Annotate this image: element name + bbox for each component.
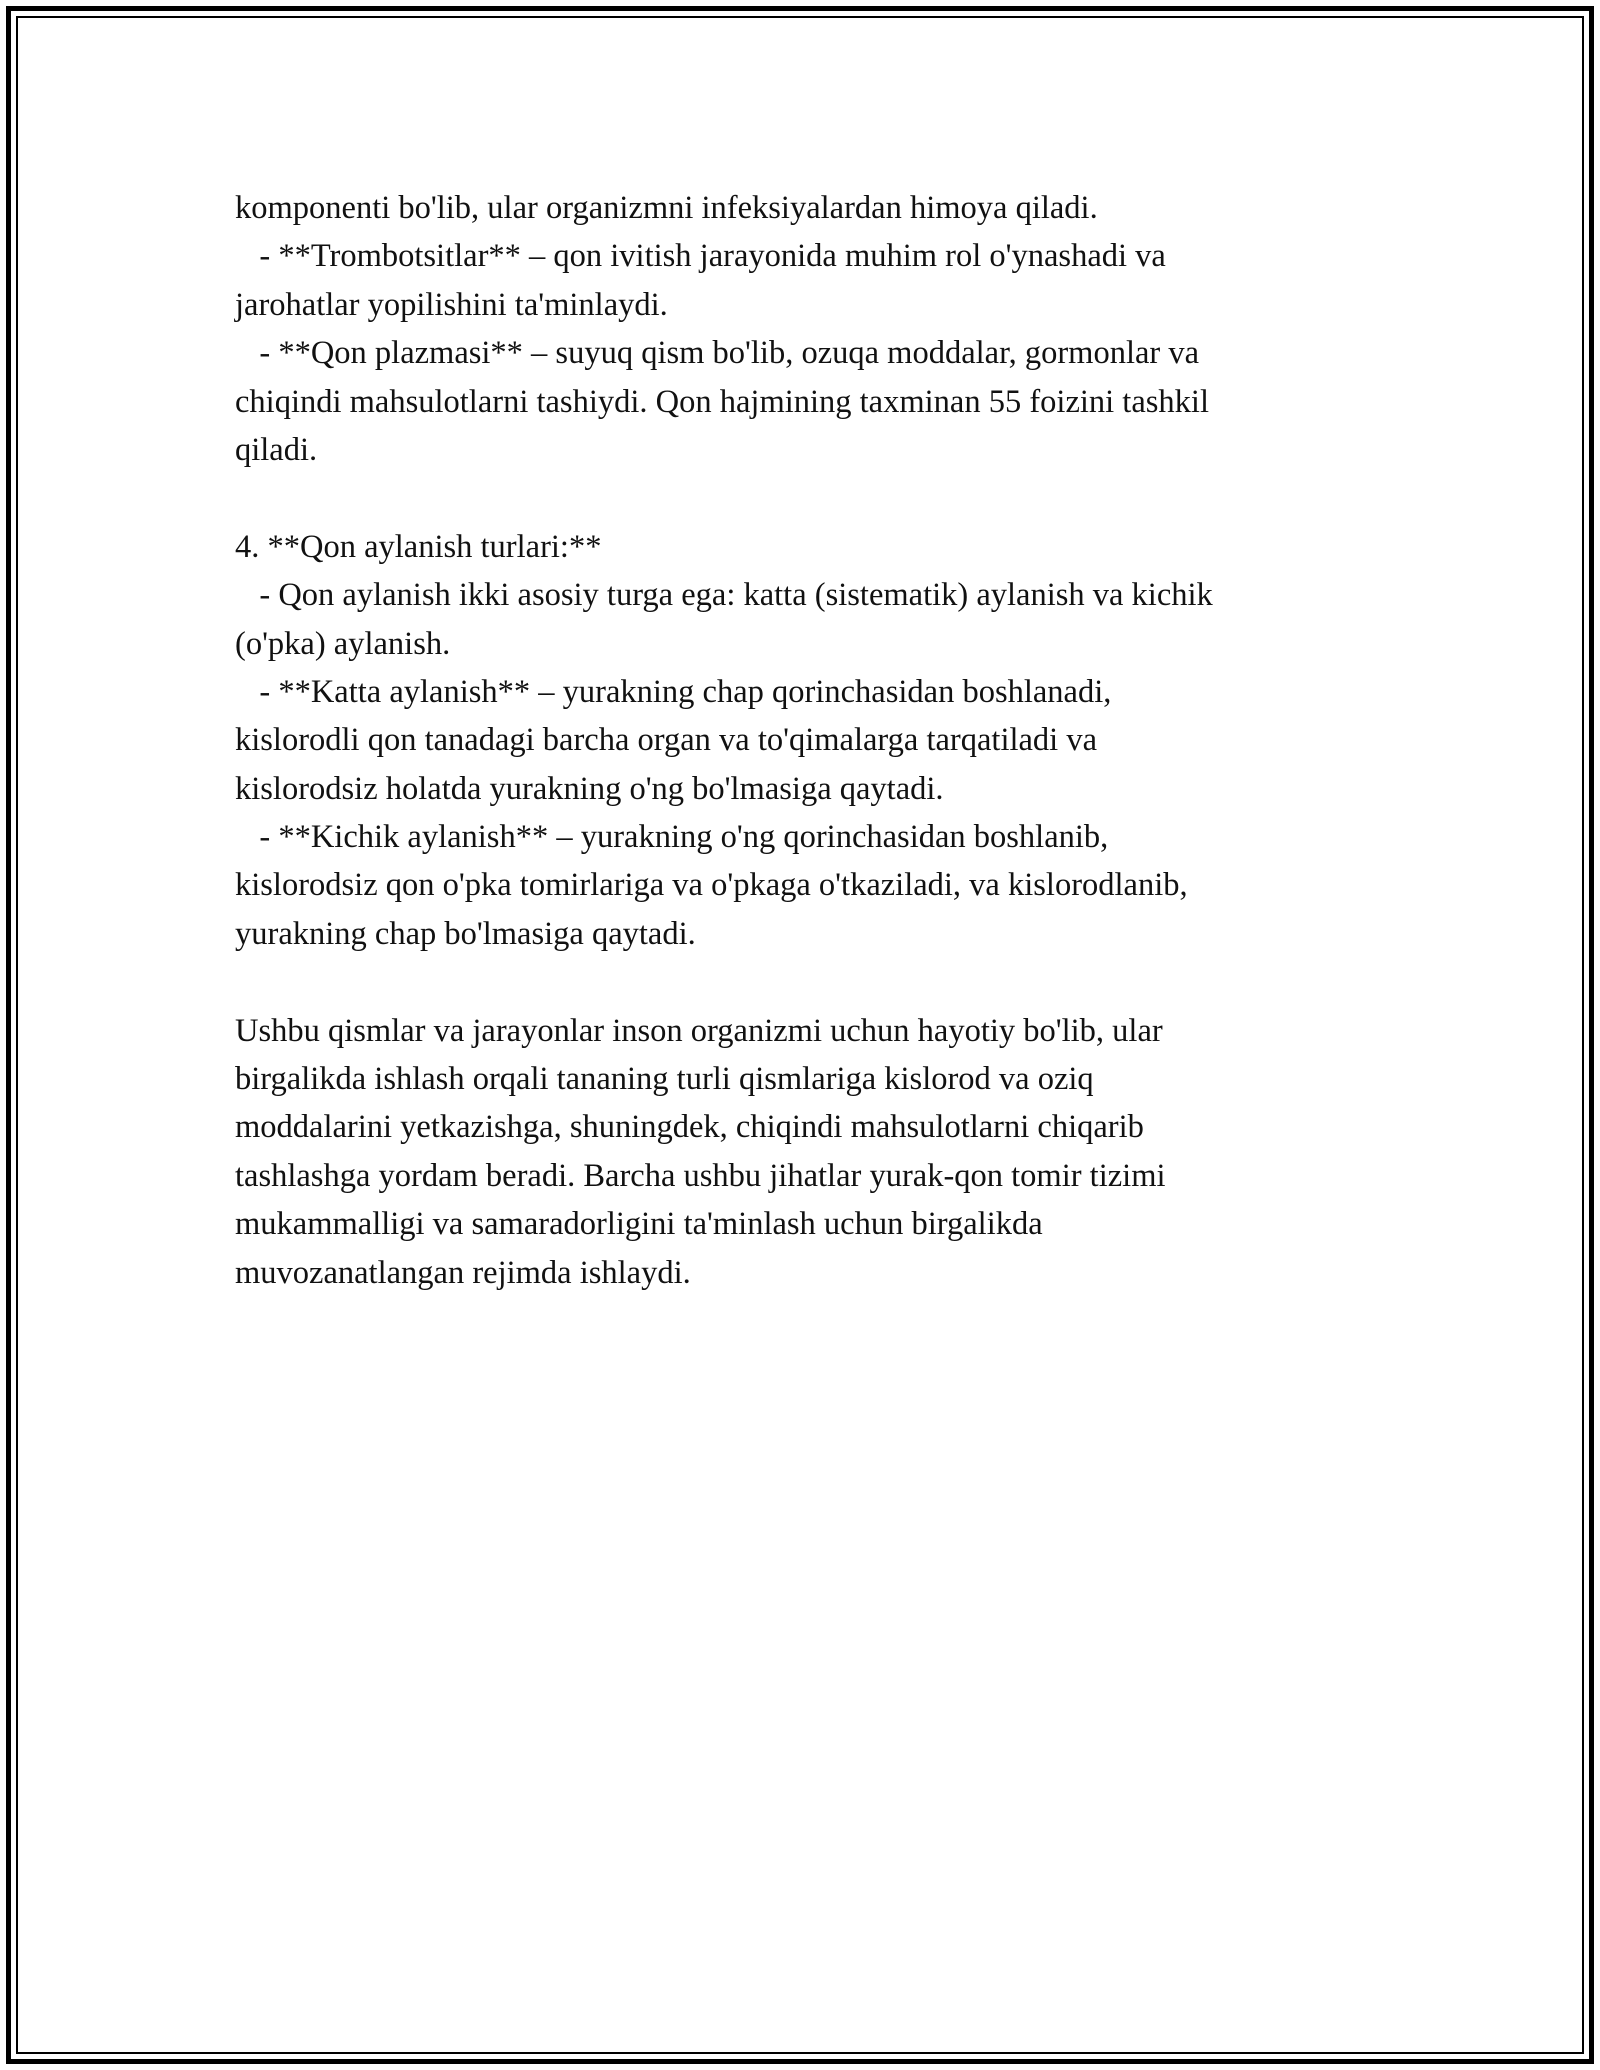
section-heading: 4. **Qon aylanish turlari:**: [235, 528, 602, 565]
text-line: mukammalligi va samaradorligini ta'minlash uchun birgalikda: [235, 1206, 1043, 1243]
text-line: kislorodli qon tanadagi barcha organ va to'qimalarga tarqatiladi va: [235, 722, 1098, 759]
blank-line: [235, 474, 1375, 522]
text-line: birgalikda ishlash orqali tananing turli qismlariga kislorod va oziq: [235, 1061, 1094, 1098]
blank-line: [235, 958, 1375, 1006]
text-line: - **Katta aylanish** – yurakning chap qorinchasidan boshlanadi,: [235, 673, 1112, 710]
text-line: - **Qon plazmasi** – suyuq qism bo'lib, ozuqa moddalar, gormonlar va: [235, 335, 1200, 372]
text-line: jarohatlar yopilishini ta'minlaydi.: [235, 286, 668, 323]
text-line: kislorodsiz holatda yurakning o'ng bo'lmasiga qaytadi.: [235, 770, 944, 807]
text-line: (o'pka) aylanish.: [235, 625, 451, 662]
text-line: komponenti bo'lib, ular organizmni infeksiyalardan himoya qiladi.: [235, 190, 1098, 226]
text-line: tashlashga yordam beradi. Barcha ushbu jihatlar yurak-qon tomir tizimi: [235, 1157, 1166, 1194]
text-line: muvozanatlangan rejimda ishlaydi.: [235, 1254, 691, 1291]
text-line: qiladi.: [235, 431, 318, 468]
text-line: yurakning chap bo'lmasiga qaytadi.: [235, 915, 696, 952]
document-body: [235, 184, 1375, 1297]
text-line: - **Kichik aylanish** – yurakning o'ng qorinchasidan boshlanib,: [235, 819, 1109, 856]
text-line: - **Trombotsitlar** – qon ivitish jarayonida muhim rol o'ynashadi va: [235, 238, 1166, 275]
text-line: moddalarini yetkazishga, shuningdek, chiqindi mahsulotlarni chiqarib: [235, 1109, 1144, 1146]
text-line: chiqindi mahsulotlarni tashiydi. Qon hajmining taxminan 55 foizini tashkil: [235, 383, 1209, 420]
text-line: kislorodsiz qon o'pka tomirlariga va o'pkaga o'tkaziladi, va kislorodlanib,: [235, 867, 1188, 904]
text-line: - Qon aylanish ikki asosiy turga ega: katta (sistematik) aylanish va kichik: [235, 577, 1213, 614]
text-line: Ushbu qismlar va jarayonlar inson organizmi uchun hayotiy bo'lib, ular: [235, 1012, 1163, 1049]
